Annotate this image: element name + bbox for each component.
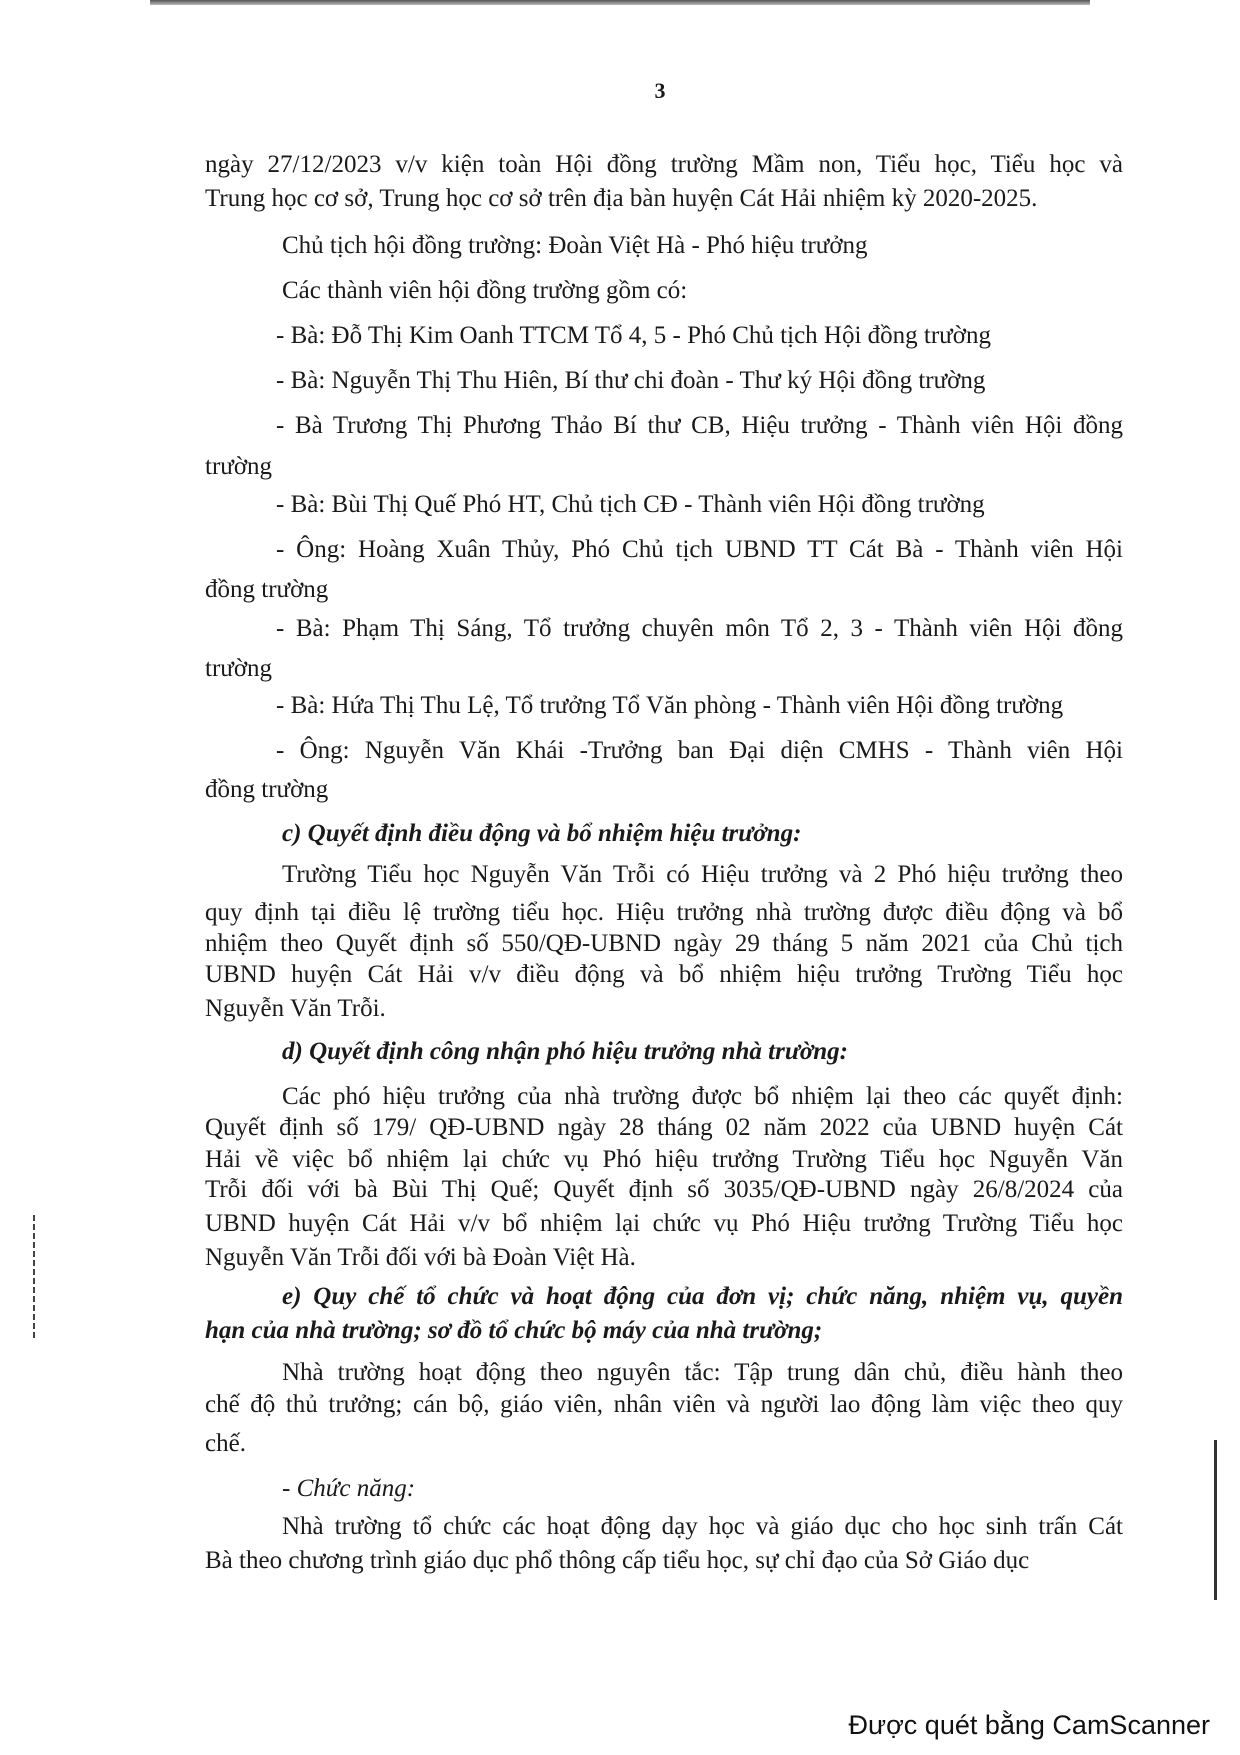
scan-right-edge-mark — [1214, 1440, 1217, 1600]
paragraph-line: - Ông: Hoàng Xuân Thủy, Phó Chủ tịch UBND TT Cát Bà - Thành viên Hội — [276, 536, 1123, 563]
paragraph-line: Hải về việc bổ nhiệm lại chức vụ Phó hiệu trưởng Trường Tiểu học Nguyễn Văn — [205, 1146, 1123, 1173]
paragraph-line: UBND huyện Cát Hải v/v điều động và bổ nhiệm hiệu trưởng Trường Tiểu học — [205, 961, 1123, 988]
paragraph-line: Trung học cơ sở, Trung học cơ sở trên địa bàn huyện Cát Hải nhiệm kỳ 2020-2025. — [205, 185, 1038, 212]
scan-left-edge-mark — [33, 1215, 35, 1340]
paragraph-line: chế. — [205, 1430, 246, 1457]
paragraph-line: Quyết định số 179/ QĐ-UBND ngày 28 tháng 02 năm 2022 của UBND huyện Cát — [205, 1114, 1123, 1141]
paragraph-line: UBND huyện Cát Hải v/v bổ nhiệm lại chức vụ Phó Hiệu trưởng Trường Tiểu học — [205, 1210, 1123, 1237]
paragraph-line: ngày 27/12/2023 v/v kiện toàn Hội đồng trường Mầm non, Tiểu học, Tiểu học và — [205, 151, 1123, 178]
section-heading-line: c) Quyết định điều động và bổ nhiệm hiệu trưởng: — [282, 820, 802, 847]
paragraph-line: Các thành viên hội đồng trường gồm có: — [282, 277, 688, 304]
paragraph-line: chế độ thủ trưởng; cán bộ, giáo viên, nhân viên và người lao động làm việc theo quy — [205, 1391, 1123, 1418]
section-heading-line: e) Quy chế tổ chức và hoạt động của đơn vị; chức năng, nhiệm vụ, quyền — [282, 1283, 1123, 1310]
section-heading-line: hạn của nhà trường; sơ đồ tổ chức bộ máy của nhà trường; — [205, 1317, 823, 1344]
page-number: 3 — [654, 78, 666, 103]
paragraph-line: - Chức năng: — [282, 1475, 416, 1502]
paragraph-line: Các phó hiệu trưởng của nhà trường được bổ nhiệm lại theo các quyết định: — [282, 1083, 1123, 1110]
paragraph-line: Chủ tịch hội đồng trường: Đoàn Việt Hà - Phó hiệu trưởng — [282, 232, 868, 259]
paragraph-line: trường — [205, 655, 273, 682]
paragraph-line: Nguyễn Văn Trỗi. — [205, 995, 386, 1022]
paragraph-line: Nhà trường hoạt động theo nguyên tắc: Tập trung dân chủ, điều hành theo — [282, 1359, 1123, 1386]
paragraph-line: - Bà: Bùi Thị Quế Phó HT, Chủ tịch CĐ - Thành viên Hội đồng trường — [276, 491, 985, 518]
paragraph-line: Nhà trường tổ chức các hoạt động dạy học và giáo dục cho học sinh trấn Cát — [282, 1513, 1123, 1540]
paragraph-line: - Bà: Hứa Thị Thu Lệ, Tổ trưởng Tổ Văn phòng - Thành viên Hội đồng trường — [276, 692, 1064, 719]
paragraph-line: Trường Tiểu học Nguyễn Văn Trỗi có Hiệu trưởng và 2 Phó hiệu trưởng theo — [282, 861, 1123, 888]
paragraph-line: nhiệm theo Quyết định số 550/QĐ-UBND ngày 29 tháng 5 năm 2021 của Chủ tịch — [205, 930, 1123, 957]
paragraph-line: - Bà: Phạm Thị Sáng, Tổ trưởng chuyên môn Tổ 2, 3 - Thành viên Hội đồng — [276, 615, 1123, 642]
paragraph-line: trường — [205, 453, 273, 480]
paragraph-line: đồng trường — [205, 776, 329, 803]
paragraph-line: Nguyễn Văn Trỗi đối với bà Đoàn Việt Hà. — [205, 1244, 636, 1271]
paragraph-line: đồng trường — [205, 576, 329, 603]
scan-top-edge — [150, 0, 1090, 5]
paragraph-line: - Bà: Nguyễn Thị Thu Hiên, Bí thư chi đoàn - Thư ký Hội đồng trường — [276, 367, 986, 394]
section-heading-line: d) Quyết định công nhận phó hiệu trưởng nhà trường: — [282, 1038, 848, 1065]
paragraph-line: - Bà: Đỗ Thị Kim Oanh TTCM Tổ 4, 5 - Phó Chủ tịch Hội đồng trường — [276, 322, 991, 349]
paragraph-line: Bà theo chương trình giáo dục phổ thông cấp tiểu học, sự chỉ đạo của Sở Giáo dục — [205, 1547, 1030, 1574]
paragraph-line: Trỗi đối với bà Bùi Thị Quế; Quyết định số 3035/QĐ-UBND ngày 26/8/2024 của — [205, 1176, 1123, 1203]
camscanner-watermark: Được quét bằng CamScanner — [848, 1710, 1210, 1740]
paragraph-line: - Ông: Nguyễn Văn Khái -Trưởng ban Đại diện CMHS - Thành viên Hội — [276, 737, 1123, 764]
paragraph-line: quy định tại điều lệ trường tiểu học. Hiệu trưởng nhà trường được điều động và bổ — [205, 899, 1123, 926]
paragraph-line: - Bà Trương Thị Phương Thảo Bí thư CB, Hiệu trưởng - Thành viên Hội đồng — [276, 412, 1123, 439]
